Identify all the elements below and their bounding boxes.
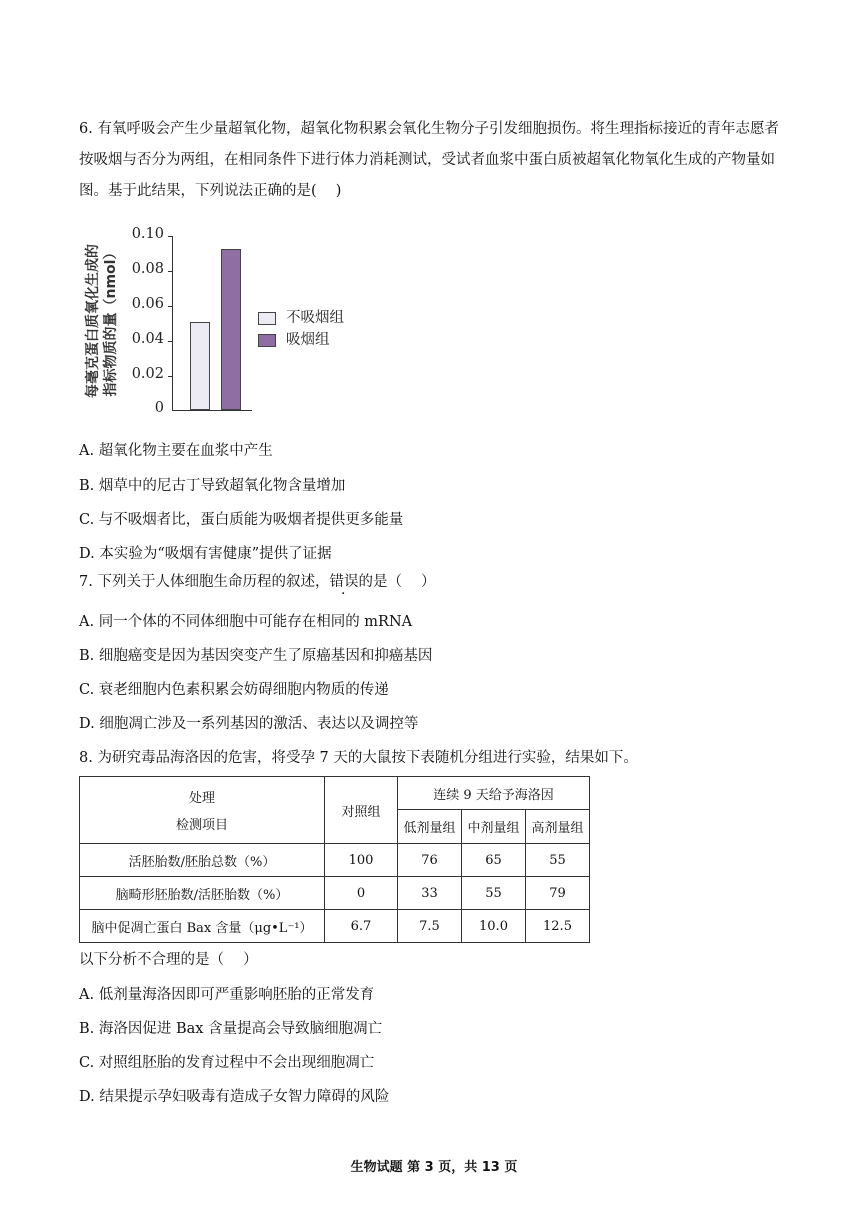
table-cell: 76 [398, 844, 462, 877]
page-footer: 生物试题 第 3 页，共 13 页 [350, 1160, 518, 1175]
table-cell: 55 [526, 844, 590, 877]
table-cell: 6.7 [325, 910, 398, 943]
table-cell: 7.5 [398, 910, 462, 943]
q7-stem-part-a: 7. 下列关于人体细胞生命历程的叙述， [79, 574, 330, 590]
y-tick-mark [168, 306, 173, 307]
table-row-label: 脑中促凋亡蛋白 Bax 含量（μg•L⁻¹） [80, 910, 325, 943]
q7-option-b: B. 细胞癌变是因为基因突变产生了原癌基因和抑癌基因 [79, 648, 433, 664]
q6-option-a: A. 超氧化物主要在血浆中产生 [79, 443, 273, 459]
bar-smoker [221, 249, 241, 410]
table-subheader: 低剂量组 [398, 810, 462, 844]
q6-option-c: C. 与不吸烟者比，蛋白质能为吸烟者提供更多能量 [79, 512, 404, 528]
table-row-label: 活胚胎数/胚胎总数（%） [80, 844, 325, 877]
y-tick-label: 0 [154, 400, 164, 416]
legend-label: 不吸烟组 [286, 310, 344, 326]
table-cell: 100 [325, 844, 398, 877]
table-cell: 33 [398, 877, 462, 910]
experiment-table [79, 776, 590, 943]
y-tick-label: 0.06 [131, 296, 164, 312]
y-tick-mark [168, 341, 173, 342]
q8-option-a: A. 低剂量海洛因即可严重影响胚胎的正常发育 [79, 987, 375, 1003]
table-row-label: 脑畸形胚胎数/活胚胎数（%） [80, 877, 325, 910]
chart-y-axis-label [80, 228, 124, 414]
q7-stem-part-c: 的是（ ） [358, 574, 436, 590]
table-row [80, 877, 590, 910]
legend-label: 吸烟组 [286, 332, 330, 348]
table-corner-cell [80, 777, 325, 844]
table-cell: 79 [526, 877, 590, 910]
table-subheader: 中剂量组 [462, 810, 526, 844]
bar-non-smoker [190, 322, 210, 410]
q8-prompt: 以下分析不合理的是（ ） [79, 952, 258, 968]
legend-item-smoker [258, 328, 330, 349]
y-tick-label: 0.08 [131, 261, 164, 277]
q7-option-d: D. 细胞凋亡涉及一系列基因的激活、表达以及调控等 [79, 716, 419, 732]
q7-option-c: C. 衰老细胞内色素积累会妨碍细胞内物质的传递 [79, 682, 389, 698]
table-header-group: 连续 9 天给予海洛因 [398, 777, 590, 810]
y-tick-label: 0.02 [131, 366, 164, 382]
q7-emphasis-word: 错误 [329, 574, 359, 590]
legend-item-non-smoker [258, 306, 344, 327]
table-row [80, 910, 590, 943]
table-cell: 12.5 [526, 910, 590, 943]
question-6-stem: 6. 有氧呼吸会产生少量超氧化物，超氧化物积累会氧化生物分子引发细胞损伤。将生理指标接近的青年志愿者按吸烟与否分为两组，在相同条件下进行体力消耗测试，受试者血浆中蛋白质被超氧化物氧化生成的产物量如图。基于此结果，下列说法正确的是( ) [79, 121, 779, 199]
table-cell: 10.0 [462, 910, 526, 943]
table-row [80, 844, 590, 877]
question-7-stem [79, 572, 436, 592]
q6-option-b: B. 烟草中的尼古丁导致超氧化物含量增加 [79, 478, 346, 494]
q8-option-c: C. 对照组胚胎的发育过程中不会出现细胞凋亡 [79, 1055, 375, 1071]
table-corner-bottom: 检测项目 [175, 818, 228, 833]
q7-option-a: A. 同一个体的不同体细胞中可能存在相同的 mRNA [79, 614, 413, 630]
y-tick-label: 0.10 [131, 226, 164, 242]
q8-option-b: B. 海洛因促进 Bax 含量提高会导致脑细胞凋亡 [79, 1021, 383, 1037]
y-tick-mark [168, 376, 173, 377]
table-corner-top: 处理 [188, 791, 215, 806]
q8-option-d: D. 结果提示孕妇吸毒有造成子女智力障碍的风险 [79, 1089, 390, 1105]
y-label-line-2: 指标物质的量（nmol） [103, 245, 119, 397]
table-subheader: 高剂量组 [526, 810, 590, 844]
y-tick-mark [168, 236, 173, 237]
question-8-stem: 8. 为研究毒品海洛因的危害，将受孕 7 天的大鼠按下表随机分组进行实验，结果如下。 [79, 750, 638, 766]
legend-swatch [258, 312, 276, 325]
y-tick-mark [168, 271, 173, 272]
x-axis [172, 410, 252, 411]
y-axis [172, 236, 173, 411]
y-tick-label: 0.04 [131, 331, 164, 347]
table-cell: 65 [462, 844, 526, 877]
legend-swatch [258, 334, 276, 347]
y-label-line-1: 每毫克蛋白质氧化生成的 [85, 244, 101, 398]
table-cell: 55 [462, 877, 526, 910]
table-cell: 0 [325, 877, 398, 910]
q6-option-d: D. 本实验为“吸烟有害健康”提供了证据 [79, 546, 332, 562]
table-header-control: 对照组 [325, 777, 398, 844]
